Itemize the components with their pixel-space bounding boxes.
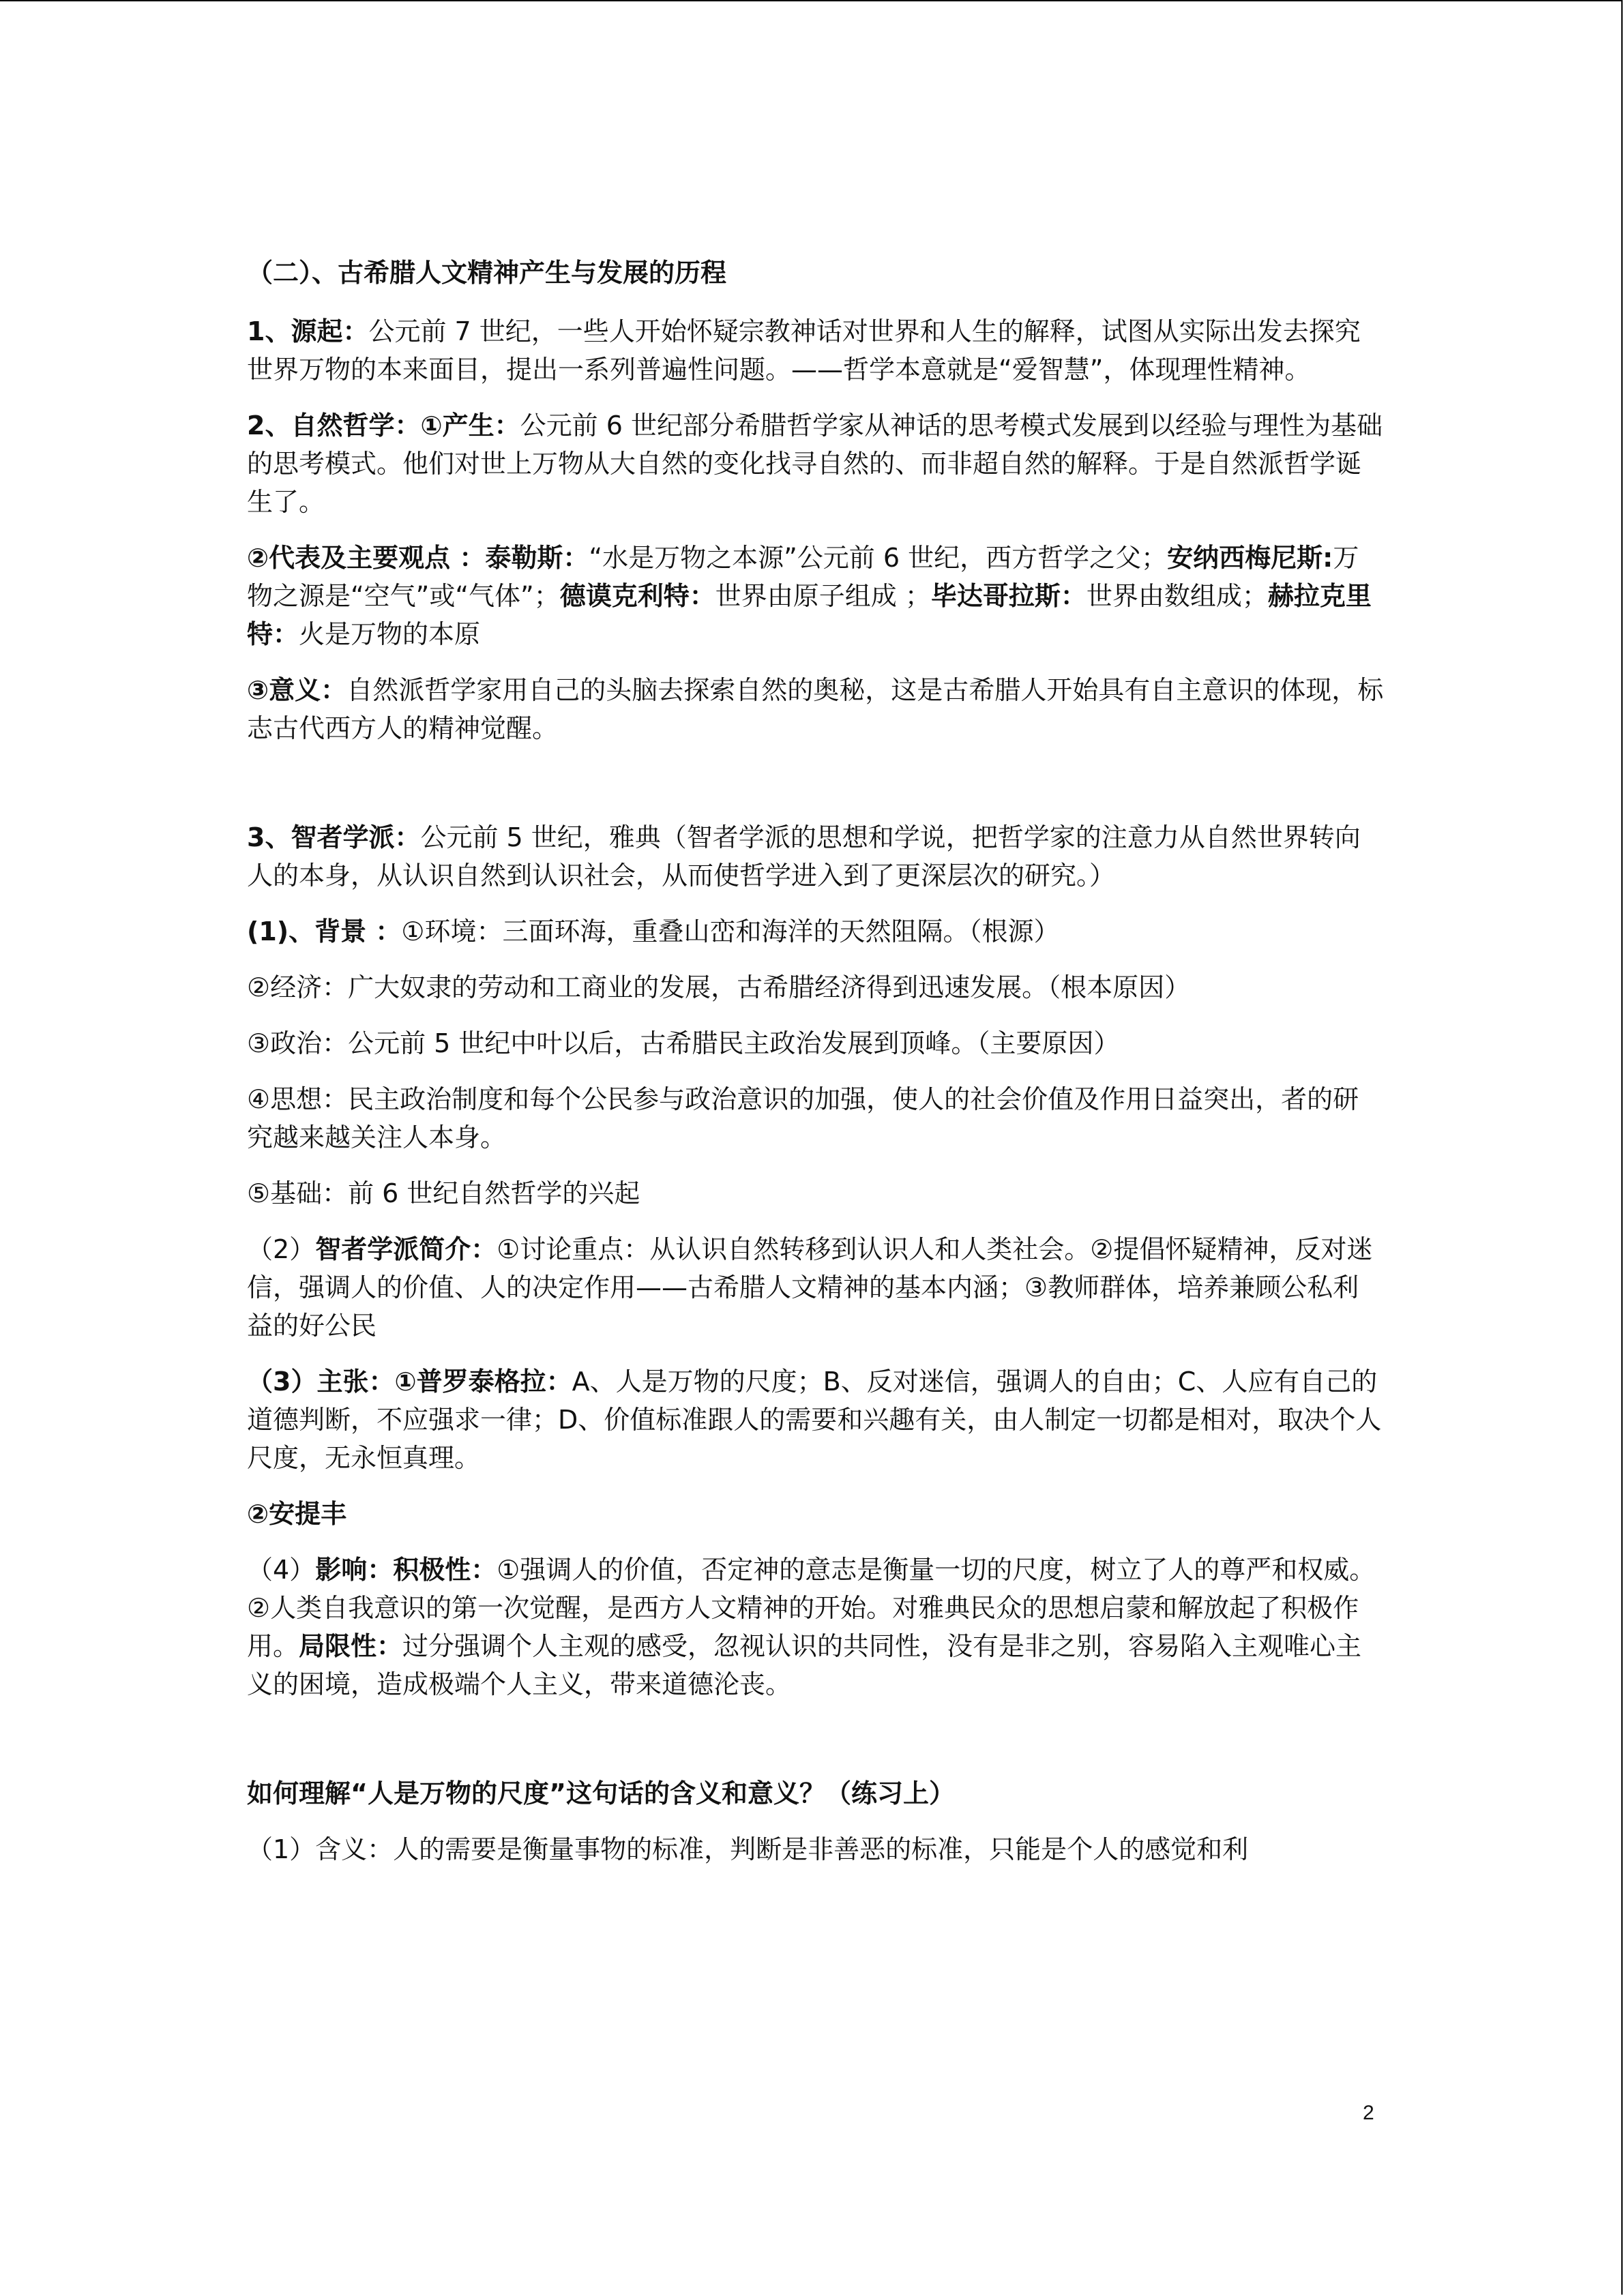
impact-prefix: （4） [247,1555,316,1585]
pythagoras-label: 毕达哥拉斯： [930,581,1087,611]
significance-paragraph [247,671,1385,747]
intro-text: ①讨论重点：从认识自然转移到认识人和人类社会。②提倡怀疑精神，反对迷信，强调人的价值、人的决定作用——古希腊人文精神的基本内涵；③教师群体，培养兼顾公私利益的好公民 [247,1234,1373,1341]
limitation-label: 局限性： [299,1631,403,1661]
background-environment [247,912,1385,951]
natural-label: 2、自然哲学：①产生： [247,411,520,441]
heraclitus-text: 火是万物的本原 [299,619,481,649]
representatives-label: ②代表及主要观点 ：泰勒斯： [247,543,589,573]
section-heading: （二）、古希腊人文精神产生与发展的历程 [247,258,727,288]
origin-text: 公元前 7 世纪，一些人开始怀疑宗教神话对世界和人生的解释，试图从实际出发去探究世界万物的本来面目，提出一系列普遍性问题。——哲学本意就是“爱智慧”，体现理性精神。 [247,316,1361,385]
significance-text: 自然派哲学家用自己的头脑去探索自然的奥秘，这是古希腊人开始具有自主意识的体现，标志古代西方人的精神觉醒。 [247,675,1384,743]
background-label: (1)、背景 ： [247,916,402,946]
claims-label: （3）主张：①普罗泰格拉： [247,1367,572,1397]
question-heading: 如何理解“人是万物的尺度”这句话的含义和意义？（练习上） [247,1778,955,1808]
origin-paragraph [247,312,1385,389]
impact-label: 影响：积极性： [315,1555,497,1585]
document-body [247,254,1385,1886]
impact-positive-text: ①强调人的价值，否定神的意志是衡量一切的尺度，树立了人的尊严和权威。②人类自我意识的第一次觉醒，是西方人文精神的开始。对雅典民众的思想启蒙和解放起了积极作用。 [247,1555,1376,1661]
spacer [247,1721,1385,1774]
sophists-label: 3、智者学派： [247,822,421,852]
claims-paragraph [247,1362,1385,1477]
significance-label: ③意义： [247,675,347,705]
anaximenes-label: 安纳西梅尼斯: [1167,543,1333,573]
impact-paragraph [247,1551,1385,1703]
thales-text: “水是万物之本源”公元前 6 世纪，西方哲学之父； [589,543,1168,573]
heraclitus-label: 赫拉克里特： [247,581,1372,649]
intro-label: 智者学派简介： [315,1234,497,1264]
natural-philosophy-paragraph [247,406,1385,521]
background-basis: ⑤基础：前 6 世纪自然哲学的兴起 [247,1178,640,1208]
intro-prefix: （2） [247,1234,316,1264]
democritus-text: 世界由原子组成 ； [715,581,931,611]
representatives-paragraph [247,539,1385,653]
background-politics: ③政治：公元前 5 世纪中叶以后，古希腊民主政治发展到顶峰。（主要原因） [247,1028,1120,1058]
page-number: 2 [1363,2102,1374,2124]
sophists-intro-paragraph [247,1230,1385,1345]
background-economy: ②经济：广大奴隶的劳动和工商业的发展，古希腊经济得到迅速发展。（根本原因） [247,972,1191,1002]
sophists-text: 公元前 5 世纪，雅典（智者学派的思想和学说，把哲学家的注意力从自然世界转向人的本身，从认识自然到认识社会，从而使哲学进入到了更深层次的研究。） [247,822,1361,891]
pythagoras-text: 世界由数组成； [1086,581,1268,611]
antiphon-heading: ②安提丰 [247,1499,347,1529]
sophists-paragraph [247,818,1385,895]
claims-text: A、人是万物的尺度；B、反对迷信，强调人的自由；C、人应有自己的道德判断，不应强求一律；D、价值标准跟人的需要和兴趣有关，由人制定一切都是相对，取决个人尺度，无永恒真理。 [247,1367,1382,1473]
spacer [247,765,1385,818]
question-meaning: （1）含义：人的需要是衡量事物的标准，判断是非善恶的标准，只能是个人的感觉和利 [247,1834,1249,1864]
democritus-label: 德谟克利特： [559,581,715,611]
origin-label: 1、源起： [247,316,369,346]
anaximenes-text: 万物之源是“空气”或“气体”； [247,543,1359,611]
limitation-text: 过分强调个人主观的感受，忽视认识的共同性，没有是非之别，容易陷入主观唯心主义的困境，造成极端个人主义，带来道德沦丧。 [247,1631,1362,1699]
background-environment-text: ①环境：三面环海，重叠山峦和海洋的天然阻隔。（根源） [401,916,1060,946]
background-thought: ④思想：民主政治制度和每个公民参与政治意识的加强，使人的社会价值及作用日益突出，者的研究越来越关注人本身。 [247,1084,1359,1152]
natural-text: 公元前 6 世纪部分希腊哲学家从神话的思考模式发展到以经验与理性为基础的思考模式。他们对世上万物从大自然的变化找寻自然的、而非超自然的解释。于是自然派哲学诞生了。 [247,411,1383,517]
